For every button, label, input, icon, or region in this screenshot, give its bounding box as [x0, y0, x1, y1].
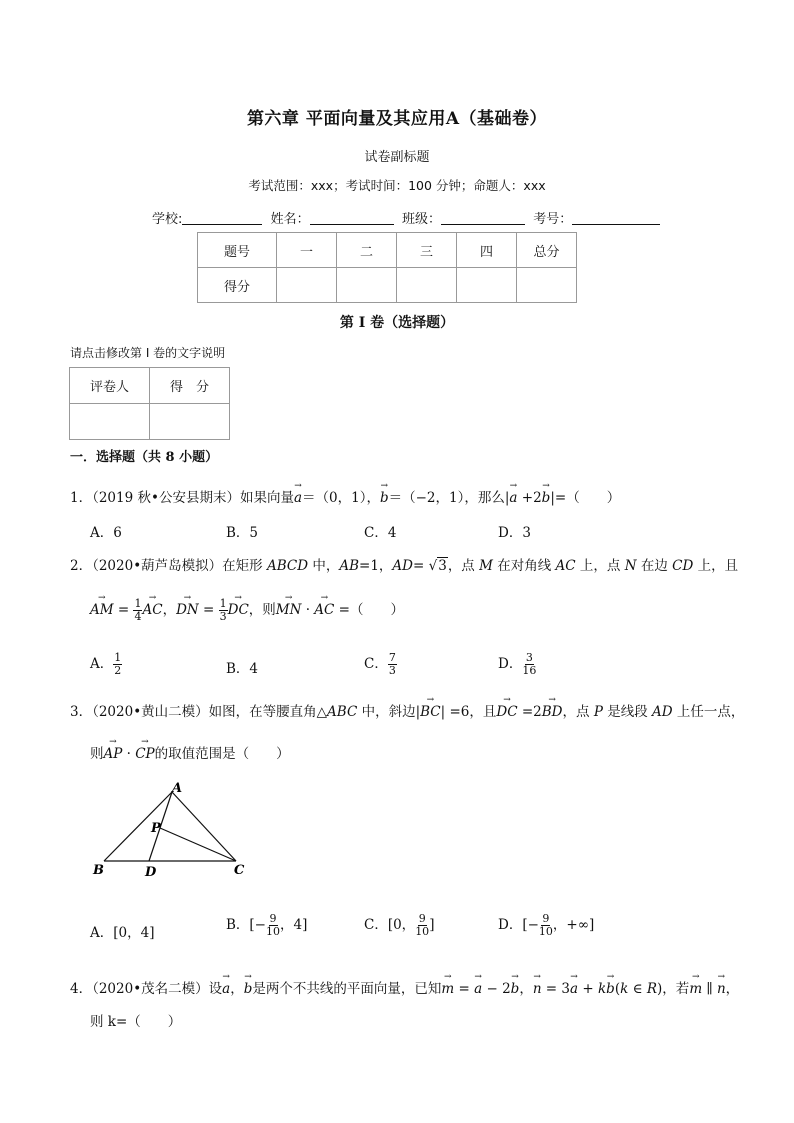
- label-p: P: [151, 821, 161, 836]
- option-c[interactable]: C． $\frac{7}{3}$: [364, 651, 396, 677]
- label-b: B: [93, 863, 104, 878]
- label-d: D: [145, 865, 157, 880]
- label-a: A: [172, 781, 183, 796]
- page-subtitle: 试卷副标题: [364, 150, 430, 165]
- number-blank[interactable]: [572, 211, 660, 225]
- part-heading: 一．选择题（共 8 小题）: [70, 450, 219, 465]
- score-cell: 三: [397, 233, 457, 268]
- score-input-cell[interactable]: [397, 268, 457, 303]
- grader-header: 评卷人: [70, 368, 150, 404]
- question-4-prefix: 4．（2020•茂名二模）设: [70, 981, 223, 997]
- score-table: [197, 232, 577, 303]
- score-cell: 得分: [198, 268, 277, 303]
- option-d[interactable]: D．[− $\frac{9}{10}$ ，+∞]: [498, 912, 595, 938]
- question-4: 4．（2020•茂名二模）设→ a，→ b是两个不共线的平面向量，已知→ m = → a − 2→ b，→ n = 3→ a + k→ b(k ∈ R)，若→ m ∥ → n，: [70, 977, 739, 997]
- grader-header: 得 分: [150, 368, 230, 404]
- page-title: 第六章 平面向量及其应用A（基础卷）: [246, 109, 548, 129]
- number-label: 考号：: [533, 212, 573, 227]
- question-2-prefix: 2．（2020•葫芦岛模拟）在矩形: [70, 558, 263, 574]
- segment-pc: [160, 828, 236, 861]
- question-3-line2: 则→ AP · → CP的取值范围是（ ）: [90, 742, 290, 762]
- class-blank[interactable]: [441, 211, 525, 225]
- score-table-header-row: [198, 233, 577, 268]
- question-3: 3．（2020•黄山二模）如图，在等腰直角△ABC 中，斜边|→ BC| =6，且→ DC =2→ BD，点 P 是线段 AD 上任一点，: [70, 700, 744, 720]
- score-cell: 四: [457, 233, 517, 268]
- label-c: C: [234, 863, 245, 878]
- question-1-prefix: 1．（2019 秋•公安县期末）如果向量: [70, 490, 294, 506]
- score-cell: 一: [277, 233, 337, 268]
- question-3-prefix: 3．（2020•黄山二模）如图，在等腰直角△: [70, 704, 328, 720]
- exam-info: 考试范围：xxx；考试时间：100 分钟；命题人：xxx: [248, 178, 546, 193]
- student-info-line: [152, 208, 660, 227]
- option-a[interactable]: A．[0，4]: [90, 925, 155, 941]
- option-d[interactable]: D． $\frac{3}{16}$: [498, 651, 537, 677]
- option-a[interactable]: A． $\frac{1}{2}$: [90, 651, 122, 677]
- score-table-score-row: [198, 268, 577, 303]
- question-2-line2: → AM = $\frac{1}{4}$ → AC，→ DN = $\frac{1}{3}$ → DC，则→ MN · → AC =（ ）: [90, 598, 404, 623]
- school-label: 学校:: [152, 212, 183, 227]
- question-4-line2: 则 k=（ ）: [90, 1014, 182, 1030]
- name-label: 姓名：: [270, 212, 310, 227]
- question-1: 1．（2019 秋•公安县期末）如果向量→ a＝（0，1），→ b＝（−2，1），那么|→ a +2→ b|=（ ）: [70, 486, 620, 506]
- triangle-figure: [88, 778, 258, 880]
- side-ac: [172, 792, 236, 861]
- score-input-cell[interactable]: [277, 268, 337, 303]
- score-cell: 总分: [517, 233, 577, 268]
- score-input-cell[interactable]: [337, 268, 397, 303]
- section-note[interactable]: 请点击修改第 I 卷的文字说明: [70, 346, 226, 360]
- class-label: 班级：: [401, 212, 441, 227]
- option-c[interactable]: C．4: [364, 525, 397, 541]
- option-b[interactable]: B．[− $\frac{9}{10}$ ，4]: [226, 912, 308, 938]
- option-a[interactable]: A．6: [90, 525, 122, 541]
- grader-input-cell[interactable]: [150, 404, 230, 440]
- section-title: 第 I 卷（选择题）: [339, 315, 455, 331]
- grader-input-cell[interactable]: [70, 404, 150, 440]
- side-ab: [104, 792, 172, 861]
- option-b[interactable]: B．5: [226, 525, 259, 541]
- school-blank[interactable]: [182, 211, 262, 225]
- question-2: 2．（2020•葫芦岛模拟）在矩形 ABCD 中，AB=1，AD= √3，点 M 在对角线 AC 上，点 N 在边 CD 上，且: [70, 558, 739, 574]
- score-cell: 题号: [198, 233, 277, 268]
- name-blank[interactable]: [310, 211, 394, 225]
- option-b[interactable]: B．4: [226, 661, 259, 677]
- score-input-cell[interactable]: [517, 268, 577, 303]
- option-d[interactable]: D．3: [498, 525, 531, 541]
- option-c[interactable]: C．[0， $\frac{9}{10}$ ]: [364, 912, 435, 938]
- grader-table: [69, 367, 230, 440]
- score-input-cell[interactable]: [457, 268, 517, 303]
- score-cell: 二: [337, 233, 397, 268]
